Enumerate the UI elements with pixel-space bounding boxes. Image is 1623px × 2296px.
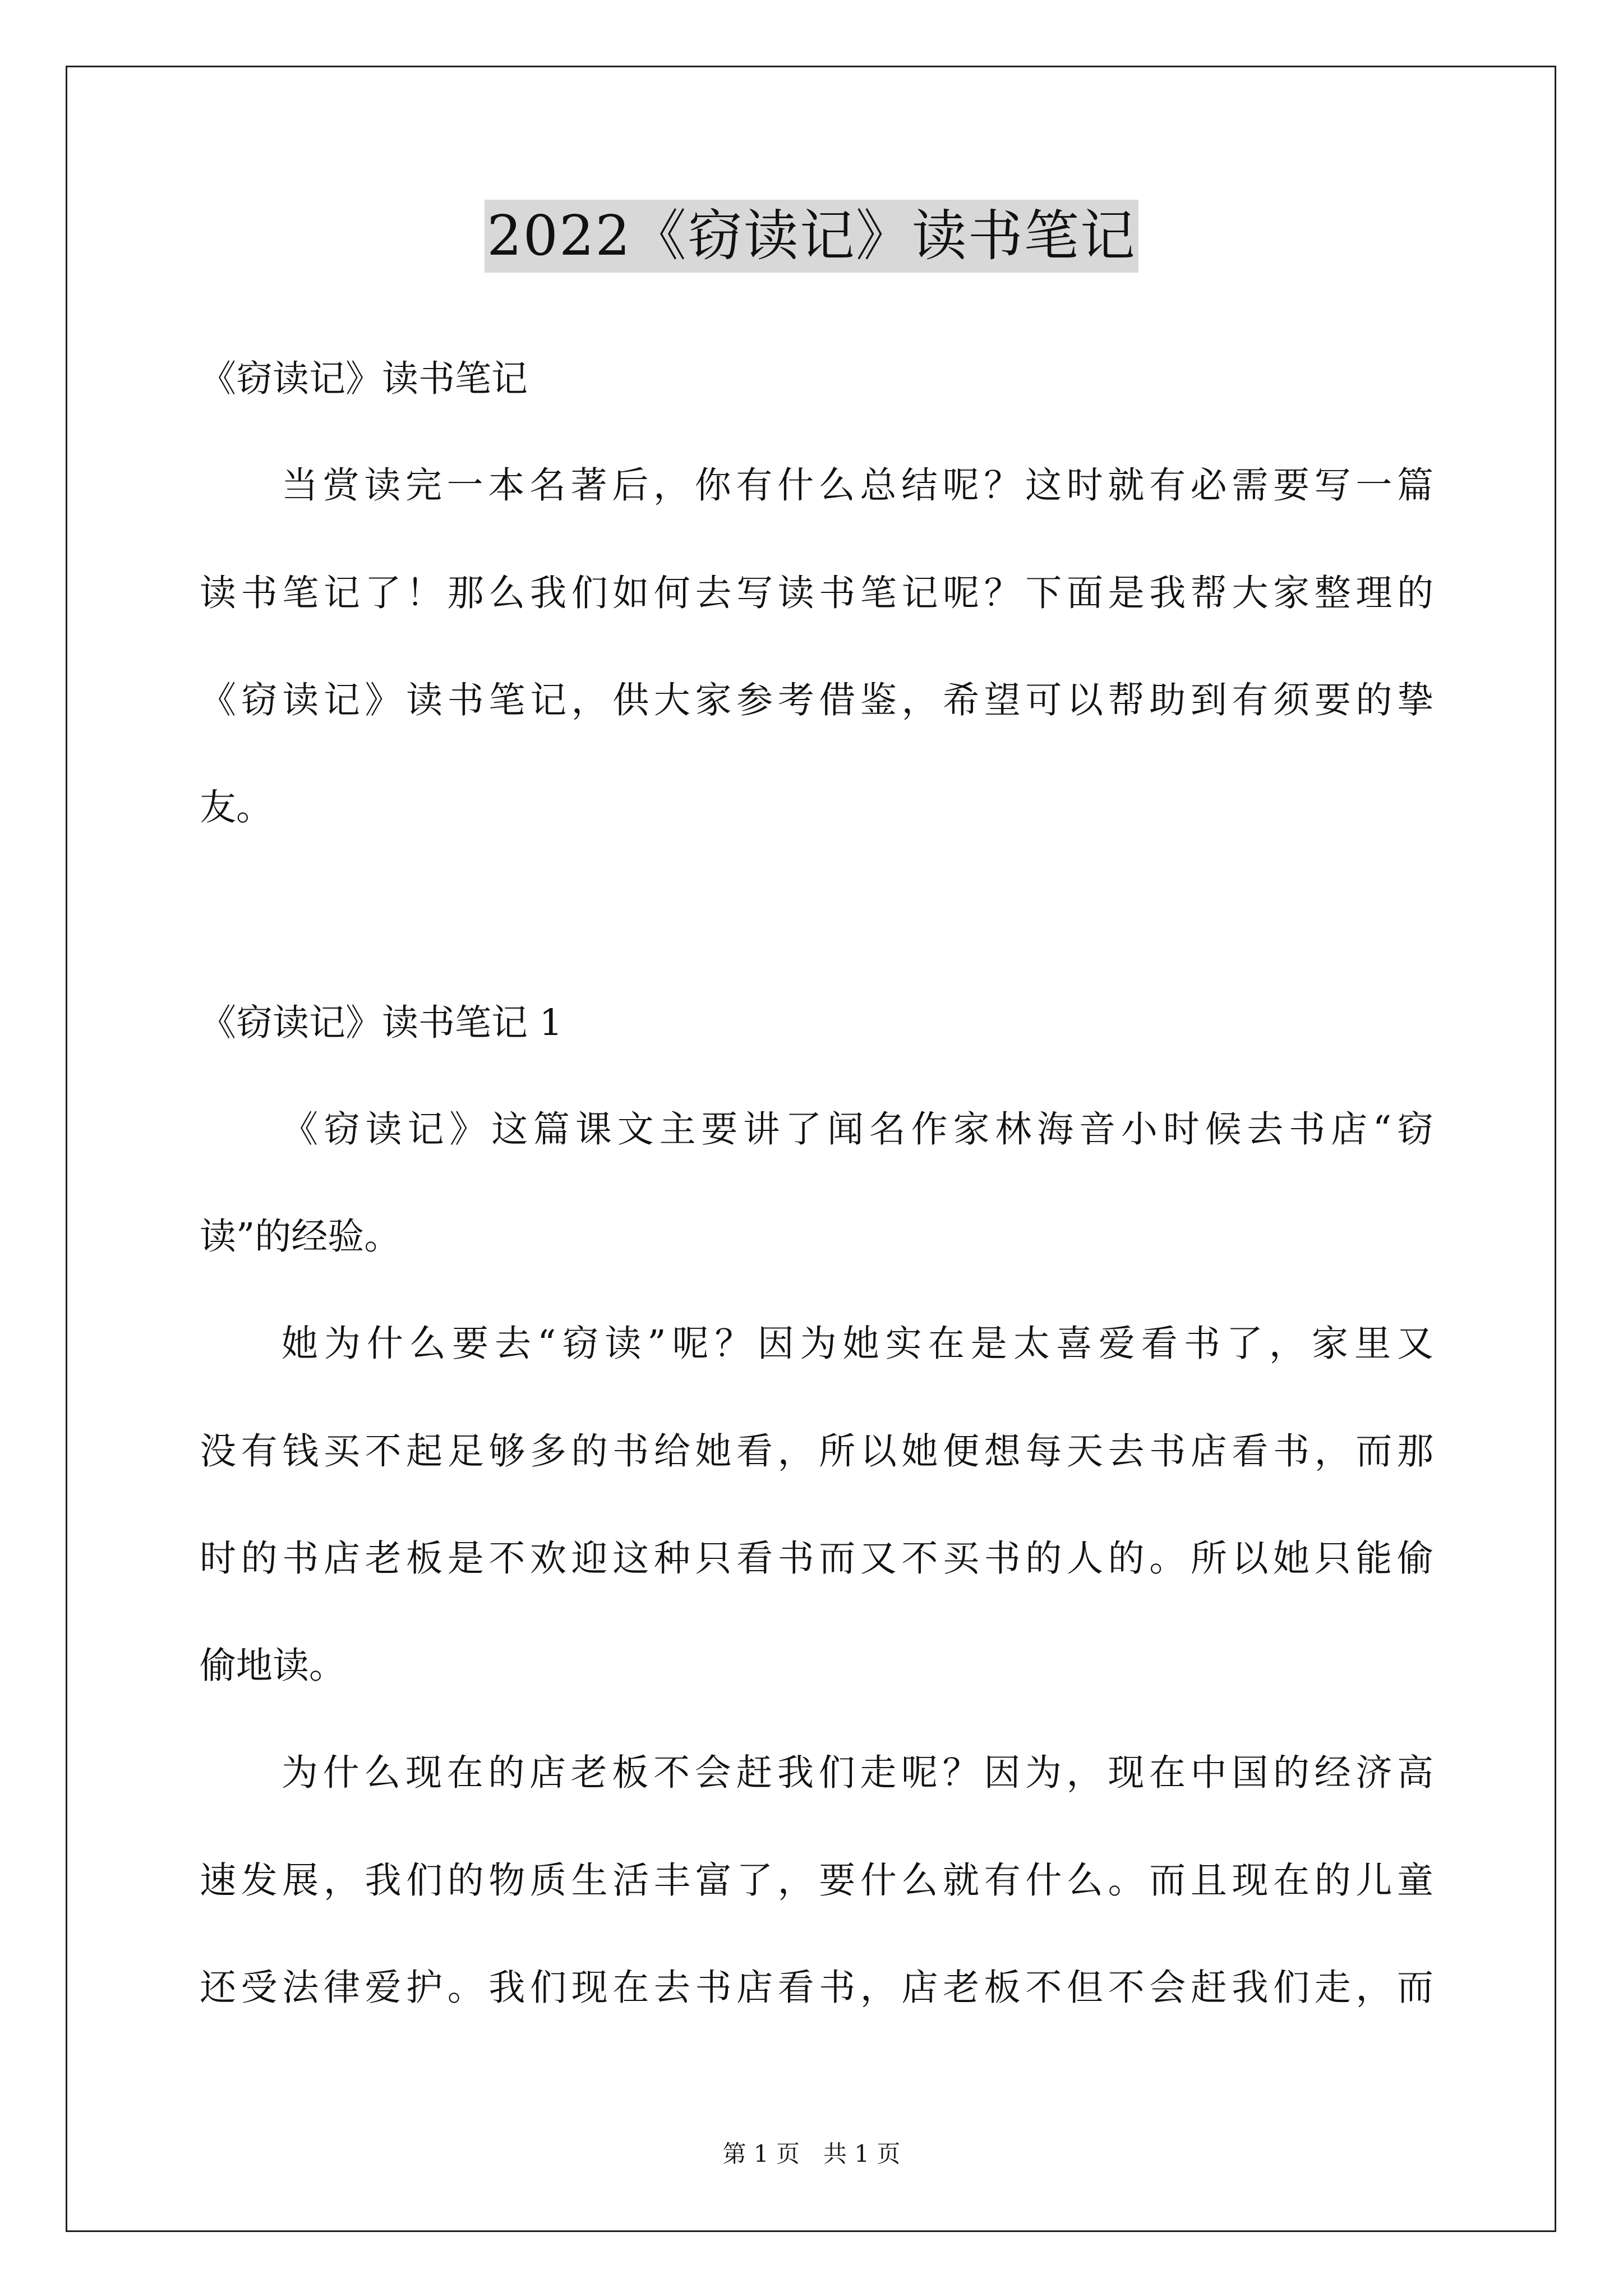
- paragraph-line: 友。: [200, 786, 273, 829]
- paragraph-line: 《窃读记》这篇课文主要讲了闻名作家林海音小时候去书店“窃: [282, 1108, 1433, 1151]
- paragraph-line: 时的书店老板是不欢迎这种只看书而又不买书的人的。所以她只能偷: [200, 1538, 1433, 1580]
- page-footer: 第 1 页 共 1 页: [722, 2140, 901, 2168]
- paragraph-line: 当赏读完一本名著后，你有什么总结呢？这时就有必需要写一篇: [282, 464, 1433, 507]
- paragraph-line: 读”的经验。: [200, 1216, 401, 1258]
- document-title: 2022《窃读记》读书笔记: [485, 200, 1138, 273]
- paragraph-line: 她为什么要去“窃读”呢？因为她实在是太喜爱看书了，家里又: [282, 1323, 1433, 1365]
- paragraph-line: 《窃读记》读书笔记，供大家参考借鉴，希望可以帮助到有须要的挚: [200, 679, 1433, 721]
- section-heading: 《窃读记》读书笔记 1: [200, 1002, 563, 1044]
- paragraph-line: 速发展，我们的物质生活丰富了，要什么就有什么。而且现在的儿童: [200, 1860, 1433, 1902]
- paragraph-line: 没有钱买不起足够多的书给她看，所以她便想每天去书店看书，而那: [200, 1430, 1433, 1473]
- title-container: [0, 200, 1623, 273]
- subtitle-line: 《窃读记》读书笔记: [200, 358, 528, 400]
- paragraph-line: 还受法律爱护。我们现在去书店看书，店老板不但不会赶我们走，而: [200, 1967, 1433, 2009]
- paragraph-line: 偷地读。: [200, 1645, 346, 1687]
- paragraph-line: 为什么现在的店老板不会赶我们走呢？因为，现在中国的经济高: [282, 1752, 1433, 1794]
- paragraph-line: 读书笔记了！那么我们如何去写读书笔记呢？下面是我帮大家整理的: [200, 572, 1433, 614]
